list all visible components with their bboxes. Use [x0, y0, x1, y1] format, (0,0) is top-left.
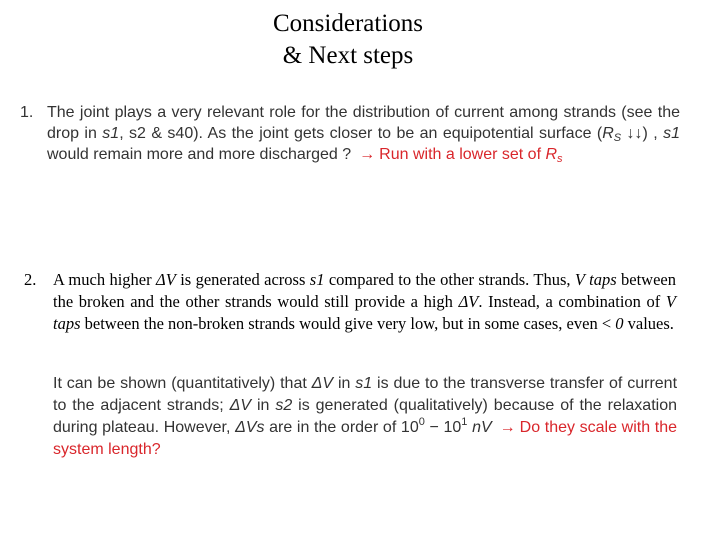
- arrow-right-icon: →: [499, 419, 516, 436]
- title-line-1: Considerations: [273, 10, 423, 37]
- quantitative-note: It can be shown (quantitatively) that ΔV in s1 is due to the transverse transfer of current to the adjacent strands; ΔV in s2 is generated (qualitatively) because of the relaxation during plateau. However, ΔVs are in the order of $10^0 - 10^1$ nV → Do they scale with the system length?: [53, 375, 678, 458]
- text-run: , s2 & s40). As the joint gets closer to be an equipotential surface (: [119, 125, 603, 142]
- consideration-item-1: [20, 102, 680, 165]
- resistance-symbol: $R_S$: [602, 125, 622, 144]
- consideration-item-2: [24, 269, 676, 335]
- strand-label: s1: [663, 125, 681, 142]
- slide-title: [0, 8, 696, 72]
- arrow-right-icon: →: [359, 146, 376, 163]
- item-number: 1.: [20, 104, 34, 121]
- strand-label: s1: [102, 125, 120, 142]
- text-run: ↓↓) ,: [621, 125, 664, 142]
- item-number: 2.: [24, 270, 37, 289]
- item-2-text: A much higher ΔV is generated across s1 compared to the other strands. Thus, V taps between the broken and the other strands would still provide a high ΔV. Instead, a combination of V taps between the non-broken strands would give very low, but in some cases, even < 0 values.: [53, 270, 676, 333]
- text-run: would remain more and more discharged ?: [47, 146, 352, 163]
- next-step-question: Do they scale with the system length?: [53, 419, 678, 458]
- next-step-text: Run with a lower set of $R_s$: [379, 146, 563, 165]
- item-1-text: [47, 102, 680, 165]
- text-run: The joint plays a very relevant role for the distribution of current among strands (see the drop in: [47, 104, 680, 142]
- title-line-2: & Next steps: [282, 42, 414, 69]
